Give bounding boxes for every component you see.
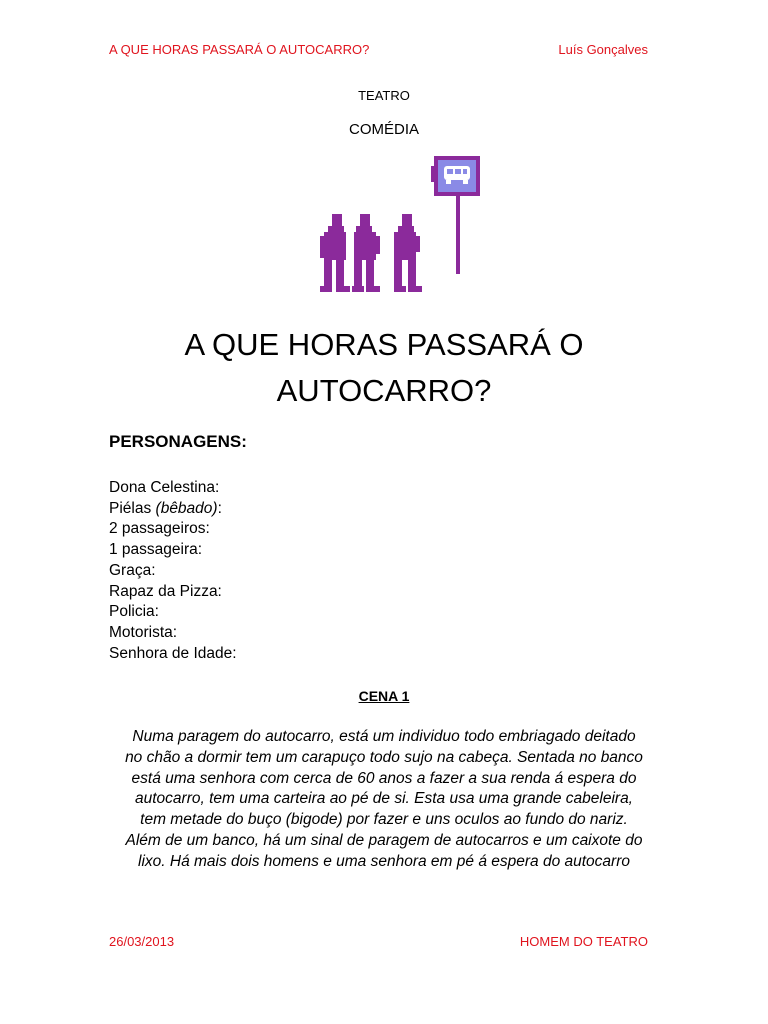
scene-line: Além de um banco, há um sinal de paragem de autocarros e um caixote do — [125, 831, 643, 849]
cast-item: Motorista: — [109, 623, 178, 641]
cast-note: (bêbado) — [155, 499, 218, 517]
genre-comedia: COMÉDIA — [348, 121, 419, 138]
header-title: A QUE HORAS PASSARÁ O AUTOCARRO? — [109, 42, 370, 57]
cast-suffix: : — [217, 499, 222, 517]
bus-stop-icon — [318, 152, 488, 297]
title-line-2: AUTOCARRO? — [276, 373, 492, 408]
person-figure — [394, 214, 422, 292]
scene-description — [100, 727, 668, 873]
scene-line: autocarro, tem uma carteira ao pé de si. Esta usa uma grande cabeleira, — [135, 790, 633, 808]
person-figure — [320, 214, 350, 292]
sign-pole — [456, 192, 460, 274]
cast-item: 2 passageiros: — [109, 520, 210, 538]
scene-line: lixo. Há mais dois homens e uma senhora em pé á espera do autocarro — [138, 852, 630, 870]
cast-item: Dona Celestina: — [109, 479, 220, 496]
cast-item: 1 passageira: — [109, 541, 203, 559]
scene-line: está uma senhora com cerca de 60 anos a fazer a sua renda á espera do — [131, 769, 637, 787]
cast-list — [109, 478, 237, 664]
cast-name: Piélas — [109, 499, 156, 517]
footer-label: HOMEM DO TEATRO — [519, 934, 648, 949]
cast-item: Policia: — [109, 603, 159, 621]
header-author: Luís Gonçalves — [558, 42, 648, 57]
scene-heading: CENA 1 — [358, 688, 410, 704]
title-line-1: A QUE HORAS PASSARÁ O — [184, 327, 584, 362]
personagens-heading: PERSONAGENS: — [109, 432, 247, 451]
page-title — [0, 322, 768, 414]
scene-line: tem metade do buço (bigode) por fazer e uns oculos ao fundo do nariz. — [140, 811, 628, 829]
cast-item — [109, 499, 237, 520]
cast-item: Senhora de Idade: — [109, 644, 237, 662]
genre-teatro: TEATRO — [358, 88, 410, 103]
cast-item: Graça: — [109, 561, 156, 579]
scene-line: Numa paragem do autocarro, está um individuo todo embriagado deitado — [132, 728, 636, 745]
person-figure — [352, 214, 380, 292]
cast-item: Rapaz da Pizza: — [109, 582, 222, 600]
footer-date: 26/03/2013 — [109, 934, 175, 949]
scene-line: no chão a dormir tem um carapuço todo sujo na cabeça. Sentada no banco — [125, 748, 643, 766]
